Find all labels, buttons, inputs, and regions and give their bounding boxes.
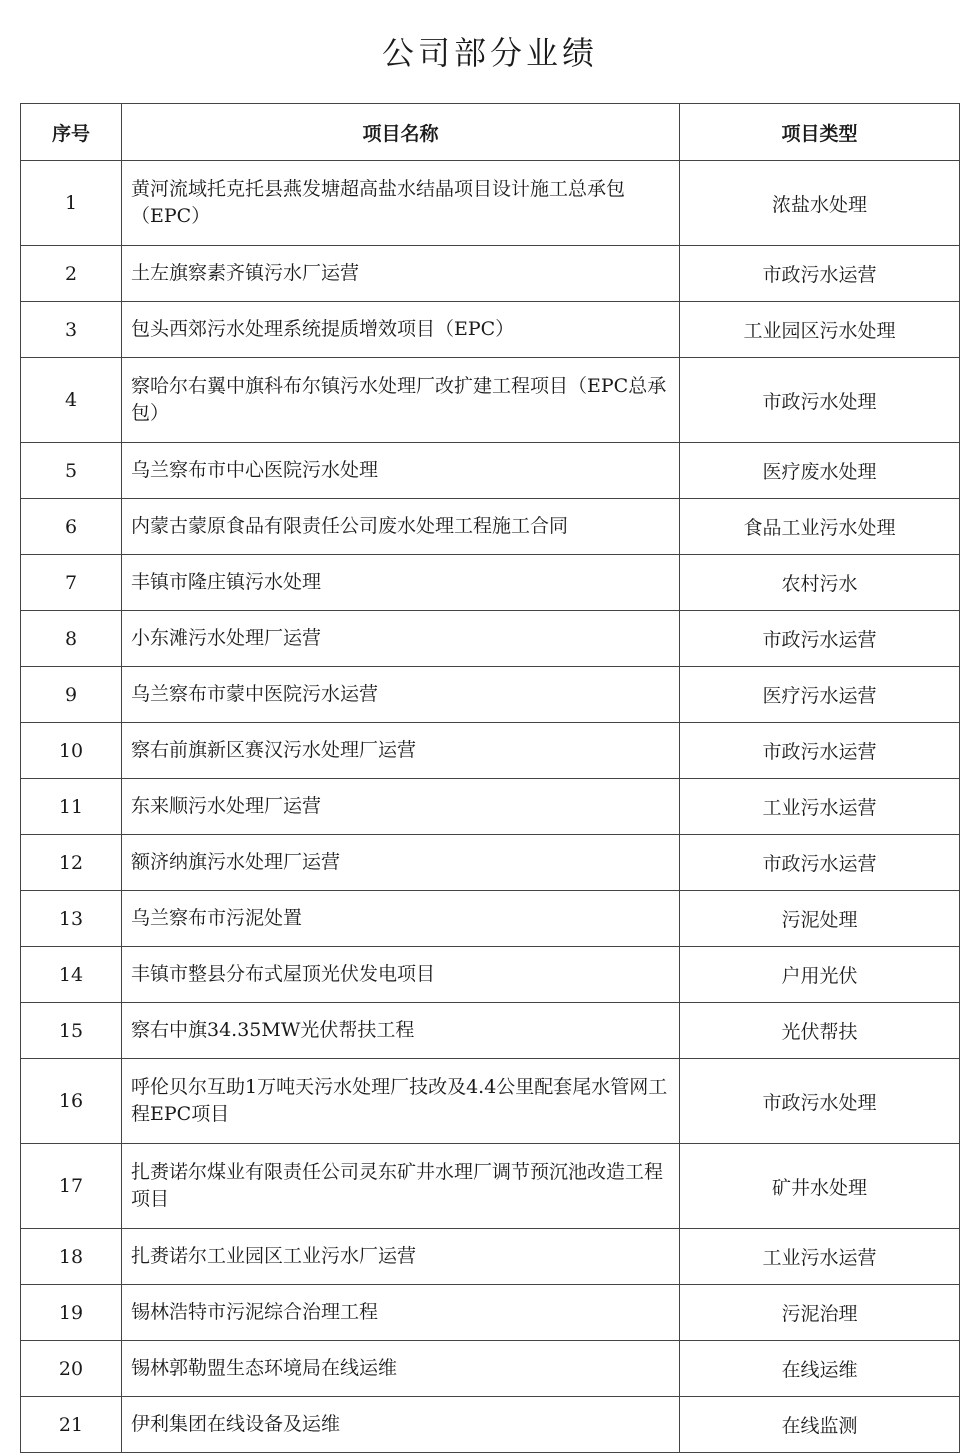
table-row — [21, 1144, 960, 1229]
table-row — [21, 246, 960, 302]
cell-num: 1 — [21, 161, 122, 246]
table-body — [21, 161, 960, 1453]
cell-project-name: 土左旗察素齐镇污水厂运营 — [122, 246, 680, 302]
cell-project-name: 东来顺污水处理厂运营 — [122, 779, 680, 835]
table-row — [21, 723, 960, 779]
cell-num: 16 — [21, 1059, 122, 1144]
cell-project-name: 乌兰察布市中心医院污水处理 — [122, 443, 680, 499]
cell-num: 19 — [21, 1285, 122, 1341]
table-row — [21, 891, 960, 947]
cell-project-type: 市政污水处理 — [680, 1059, 960, 1144]
cell-project-type: 浓盐水处理 — [680, 161, 960, 246]
cell-num: 12 — [21, 835, 122, 891]
cell-project-type: 农村污水 — [680, 555, 960, 611]
cell-num: 8 — [21, 611, 122, 667]
header-num: 序号 — [21, 104, 122, 161]
table-row — [21, 1059, 960, 1144]
cell-project-type: 光伏帮扶 — [680, 1003, 960, 1059]
table-row — [21, 779, 960, 835]
cell-project-name: 乌兰察布市污泥处置 — [122, 891, 680, 947]
table-row — [21, 358, 960, 443]
table-row — [21, 1285, 960, 1341]
cell-project-type: 矿井水处理 — [680, 1144, 960, 1229]
cell-num: 20 — [21, 1341, 122, 1397]
cell-project-name: 锡林浩特市污泥综合治理工程 — [122, 1285, 680, 1341]
cell-project-name: 察右前旗新区赛汉污水处理厂运营 — [122, 723, 680, 779]
table-row — [21, 555, 960, 611]
cell-project-name: 呼伦贝尔互助1万吨天污水处理厂技改及4.4公里配套尾水管网工程EPC项目 — [122, 1059, 680, 1144]
table-row — [21, 161, 960, 246]
table-row — [21, 835, 960, 891]
cell-project-name: 伊利集团在线设备及运维 — [122, 1397, 680, 1453]
cell-project-type: 工业污水运营 — [680, 779, 960, 835]
cell-project-type: 市政污水运营 — [680, 835, 960, 891]
cell-project-type: 食品工业污水处理 — [680, 499, 960, 555]
cell-project-type: 污泥处理 — [680, 891, 960, 947]
cell-project-name: 黄河流域托克托县燕发塘超高盐水结晶项目设计施工总承包（EPC） — [122, 161, 680, 246]
cell-num: 2 — [21, 246, 122, 302]
cell-project-type: 工业污水运营 — [680, 1229, 960, 1285]
cell-num: 4 — [21, 358, 122, 443]
cell-project-name: 察右中旗34.35MW光伏帮扶工程 — [122, 1003, 680, 1059]
cell-num: 3 — [21, 302, 122, 358]
cell-num: 9 — [21, 667, 122, 723]
cell-project-name: 察哈尔右翼中旗科布尔镇污水处理厂改扩建工程项目（EPC总承包） — [122, 358, 680, 443]
cell-project-type: 医疗污水运营 — [680, 667, 960, 723]
table-row — [21, 443, 960, 499]
cell-project-name: 锡林郭勒盟生态环境局在线运维 — [122, 1341, 680, 1397]
table-row — [21, 667, 960, 723]
cell-project-type: 在线监测 — [680, 1397, 960, 1453]
cell-project-name: 扎赉诺尔工业园区工业污水厂运营 — [122, 1229, 680, 1285]
cell-num: 5 — [21, 443, 122, 499]
cell-num: 18 — [21, 1229, 122, 1285]
cell-num: 6 — [21, 499, 122, 555]
performance-table — [20, 103, 960, 1453]
table-row — [21, 1397, 960, 1453]
header-name: 项目名称 — [122, 104, 680, 161]
cell-project-type: 医疗废水处理 — [680, 443, 960, 499]
cell-num: 15 — [21, 1003, 122, 1059]
cell-num: 13 — [21, 891, 122, 947]
table-header-row — [21, 104, 960, 161]
cell-project-name: 内蒙古蒙原食品有限责任公司废水处理工程施工合同 — [122, 499, 680, 555]
cell-project-name: 乌兰察布市蒙中医院污水运营 — [122, 667, 680, 723]
cell-num: 14 — [21, 947, 122, 1003]
cell-project-type: 市政污水运营 — [680, 611, 960, 667]
cell-project-name: 包头西郊污水处理系统提质增效项目（EPC） — [122, 302, 680, 358]
cell-project-type: 污泥治理 — [680, 1285, 960, 1341]
table-row — [21, 611, 960, 667]
table-row — [21, 499, 960, 555]
cell-project-type: 在线运维 — [680, 1341, 960, 1397]
cell-project-name: 扎赉诺尔煤业有限责任公司灵东矿井水理厂调节预沉池改造工程项目 — [122, 1144, 680, 1229]
table-row — [21, 302, 960, 358]
cell-num: 11 — [21, 779, 122, 835]
cell-project-type: 市政污水处理 — [680, 358, 960, 443]
table-row — [21, 947, 960, 1003]
cell-project-name: 丰镇市整县分布式屋顶光伏发电项目 — [122, 947, 680, 1003]
cell-num: 17 — [21, 1144, 122, 1229]
cell-project-type: 市政污水运营 — [680, 723, 960, 779]
cell-num: 21 — [21, 1397, 122, 1453]
cell-project-type: 工业园区污水处理 — [680, 302, 960, 358]
cell-project-type: 市政污水运营 — [680, 246, 960, 302]
table-row — [21, 1229, 960, 1285]
cell-project-name: 额济纳旗污水处理厂运营 — [122, 835, 680, 891]
table-row — [21, 1003, 960, 1059]
page-title: 公司部分业绩 — [381, 34, 598, 72]
cell-num: 7 — [21, 555, 122, 611]
cell-project-type: 户用光伏 — [680, 947, 960, 1003]
table-row — [21, 1341, 960, 1397]
header-type: 项目类型 — [680, 104, 960, 161]
cell-num: 10 — [21, 723, 122, 779]
cell-project-name: 丰镇市隆庄镇污水处理 — [122, 555, 680, 611]
cell-project-name: 小东滩污水处理厂运营 — [122, 611, 680, 667]
